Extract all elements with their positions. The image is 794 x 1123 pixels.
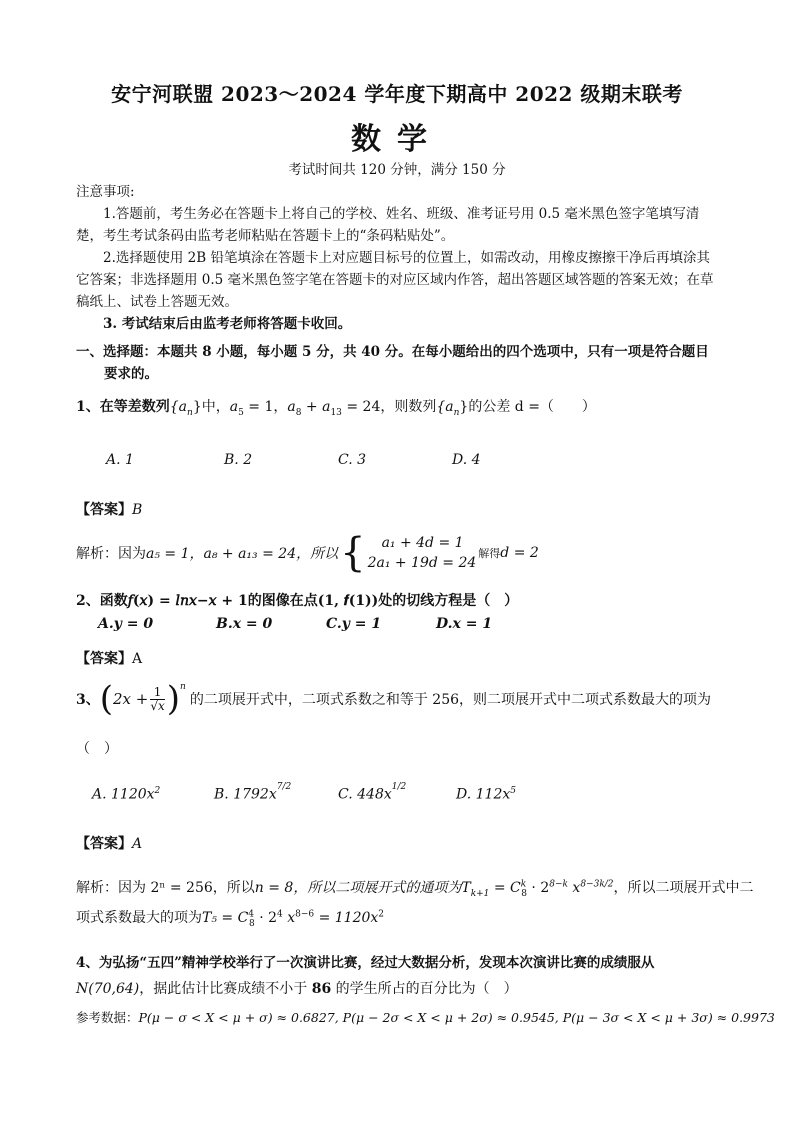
q1-answer: 【答案】B [76, 502, 143, 518]
q3-choice-a: A. $1120x^2$ [92, 786, 161, 803]
exam-info: 考试时间共 120 分钟，满分 150 分 [288, 162, 506, 178]
q1-solution: 解析：因为 a₅ = 1，a₈ + a₁₃ = 24，所以 { a₁ + 4d = 1 2a₁ + 19d = 24 解得 d = 2 [76, 530, 539, 576]
notice-item-1: 1.答题前，考生务必在答题卡上将自己的学校、姓名、班级、准考证号用 0.5 毫米黑色签字笔填写清楚，考生考试条码由监考老师粘贴在答题卡上的“条码粘贴处”。 [76, 206, 700, 244]
q1-choice-a: A. 1 [106, 452, 134, 468]
question-4-line2: N(70,64)，据此估计比赛成绩不小于 86 的学生所占的百分比为（ ） [76, 981, 518, 997]
q3-choice-b: B. $1792x^{7/2}$ [214, 782, 292, 803]
q3-choice-c: C. $448x^{1/2}$ [338, 782, 407, 803]
subject-title: 数学 [351, 122, 443, 157]
q2-answer: 【答案】A [76, 651, 143, 667]
q4-reference-data: 参考数据：P(μ − σ < X < μ + σ) ≈ 0.6827, P(μ − 2σ < X < μ + 2σ) ≈ 0.9545, P(μ − 3σ < X < μ + 3σ) ≈ 0.9973 [76, 1010, 775, 1025]
q1-choice-c: C. 3 [338, 452, 367, 468]
q3-paren: （ ） [76, 741, 118, 757]
exam-title: 安宁河联盟 2023～2024 学年度下期高中 2022 级期末联考 [111, 82, 683, 106]
notice-heading: 注意事项: [76, 184, 135, 200]
q2-choice-b: B.x = 0 [216, 616, 273, 632]
question-4-line1: 4、为弘扬“五四”精神学校举行了一次演讲比赛，经过大数据分析，发现本次演讲比赛的成绩服从 [76, 955, 655, 971]
notice-item-3: 3. 考试结束后由监考老师将答题卡收回。 [103, 316, 352, 332]
q2-choice-c: C.y = 1 [326, 616, 382, 632]
question-3-stem: 3、 ( 2x + $\frac{1}{√x}$ ) $^n$ 的二项展开式中，二项式系数之和等于 256，则二项展开式中二项式系数最大的项为 [76, 679, 712, 719]
q1-choice-b: B. 2 [224, 452, 253, 468]
q2-choice-a: A.y = 0 [98, 616, 154, 632]
question-2-stem: 2、函数𝑓(𝑥) = 𝑙𝑛𝑥−𝑥 + 𝟏的图像在点(𝟏, 𝒇(𝟏))处的切线方程是（ ） [76, 593, 519, 609]
q1-choice-d: D. 4 [452, 452, 481, 468]
question-1-stem: 1、在等差数列$\{a_n\}$中，$a_5 = 1$，$a_8 + a_{13} = 24$，则数列$\{a_n\}$的公差 d =（ ） [76, 399, 596, 418]
q3-solution-line1: 解析：因为 2ⁿ = 256，所以n = 8，所以二项展开式的通项为$T_{k+1} = C^k_8 \cdot 2^{8-k}$ $x^{8-3k/2}$，所以二项展开式中二 [76, 879, 754, 899]
q2-choice-d: D.x = 1 [436, 616, 493, 632]
section1-heading-cont: 要求的。 [104, 366, 158, 382]
section1-heading: 一、选择题：本题共 8 小题，每小题 5 分，共 40 分。在每小题给出的四个选项中，只有一项是符合题目 [76, 344, 709, 360]
notice-item-2: 2.选择题使用 2B 铅笔填涂在答题卡上对应题目标号的位置上，如需改动，用橡皮擦擦干净后再填涂其它答案；非选择题用 0.5 毫米黑色签字笔在答题卡的对应区域内作答，超出答题区域答题的答案无效；在草稿纸上、试卷上答题无效。 [76, 250, 714, 310]
q3-answer: 【答案】A [76, 836, 143, 852]
q3-solution-line2: 项式系数最大的项为$T_5 = C^4_8 \cdot 2^4$ $x^{8-6} = 1120x^2$ [76, 909, 385, 929]
q3-choice-d: D. $112x^5$ [456, 786, 516, 803]
